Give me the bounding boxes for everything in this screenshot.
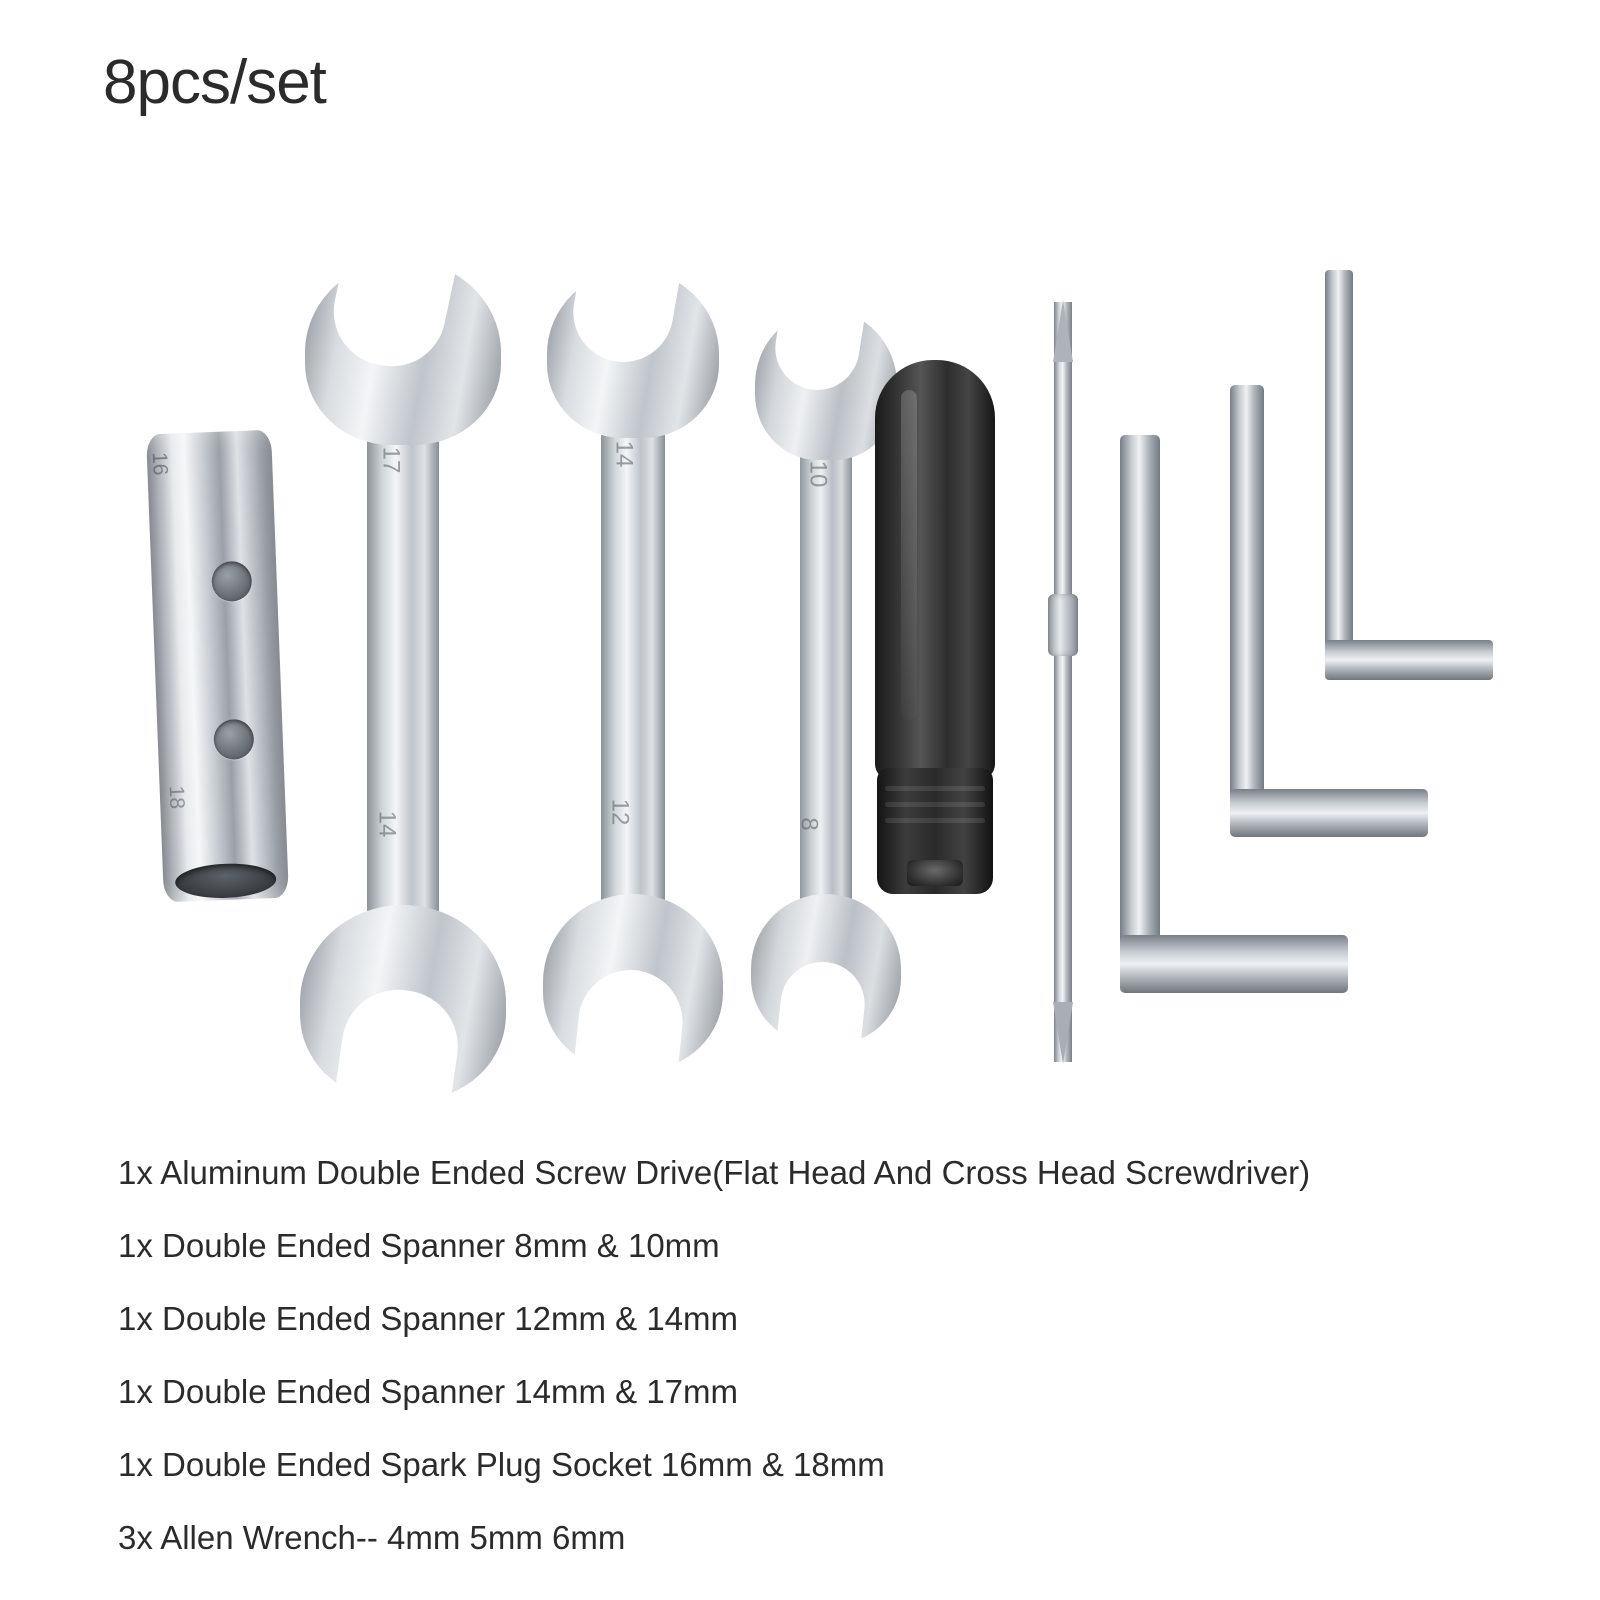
socket-size-top-stamp: 16 xyxy=(147,451,172,476)
handle-collar xyxy=(877,768,993,894)
allen-short-arm xyxy=(1325,640,1493,680)
handle-bit-socket xyxy=(907,860,963,886)
list-item: 1x Aluminum Double Ended Screw Drive(Flat Head And Cross Head Screwdriver) xyxy=(118,1154,1311,1191)
allen-short-arm xyxy=(1230,789,1428,837)
handle-grip xyxy=(875,360,995,780)
allen-wrench-4mm-tool xyxy=(1325,270,1495,690)
allen-short-arm xyxy=(1120,935,1348,993)
bit-center-collar xyxy=(1048,594,1078,656)
allen-long-arm xyxy=(1325,270,1353,670)
spanner-14-17-tool xyxy=(295,250,510,1080)
screwdriver-bit-tool xyxy=(1040,302,1086,1062)
spanner-size-stamp-top: 17 xyxy=(377,446,405,474)
package-contents-list xyxy=(118,1156,1538,1554)
spanner-size-stamp-bottom: 12 xyxy=(606,798,634,826)
screwdriver-handle-tool xyxy=(875,360,995,900)
collar-ridge xyxy=(885,818,985,823)
list-item: 1x Double Ended Spanner 8mm & 10mm xyxy=(118,1227,720,1264)
collar-ridge xyxy=(885,802,985,807)
collar-ridge xyxy=(885,786,985,791)
spanner-size-stamp-bottom: 8 xyxy=(795,817,823,831)
socket-body xyxy=(146,430,289,902)
bit-cross-head-tip xyxy=(1053,300,1073,362)
spanner-size-stamp-top: 10 xyxy=(804,460,832,488)
list-item: 3x Allen Wrench-- 4mm 5mm 6mm xyxy=(118,1519,626,1556)
bit-shaft xyxy=(1054,302,1072,1062)
page-title: 8pcs/set xyxy=(103,48,326,117)
tool-set-photo xyxy=(120,210,1500,1110)
spanner-size-stamp-top: 14 xyxy=(610,440,638,468)
bit-flat-head-tip xyxy=(1053,1002,1073,1064)
list-item: 1x Double Ended Spark Plug Socket 16mm & 18mm xyxy=(118,1446,885,1483)
allen-long-arm xyxy=(1120,435,1160,975)
allen-long-arm xyxy=(1230,385,1264,823)
spark-plug-socket-tool xyxy=(146,430,289,902)
spanner-size-stamp-bottom: 14 xyxy=(373,810,401,838)
list-item: 1x Double Ended Spanner 14mm & 17mm xyxy=(118,1373,739,1410)
list-item: 1x Double Ended Spanner 12mm & 14mm xyxy=(118,1300,739,1337)
socket-size-bottom-stamp: 18 xyxy=(164,785,189,810)
spanner-12-14-tool xyxy=(538,258,728,1058)
